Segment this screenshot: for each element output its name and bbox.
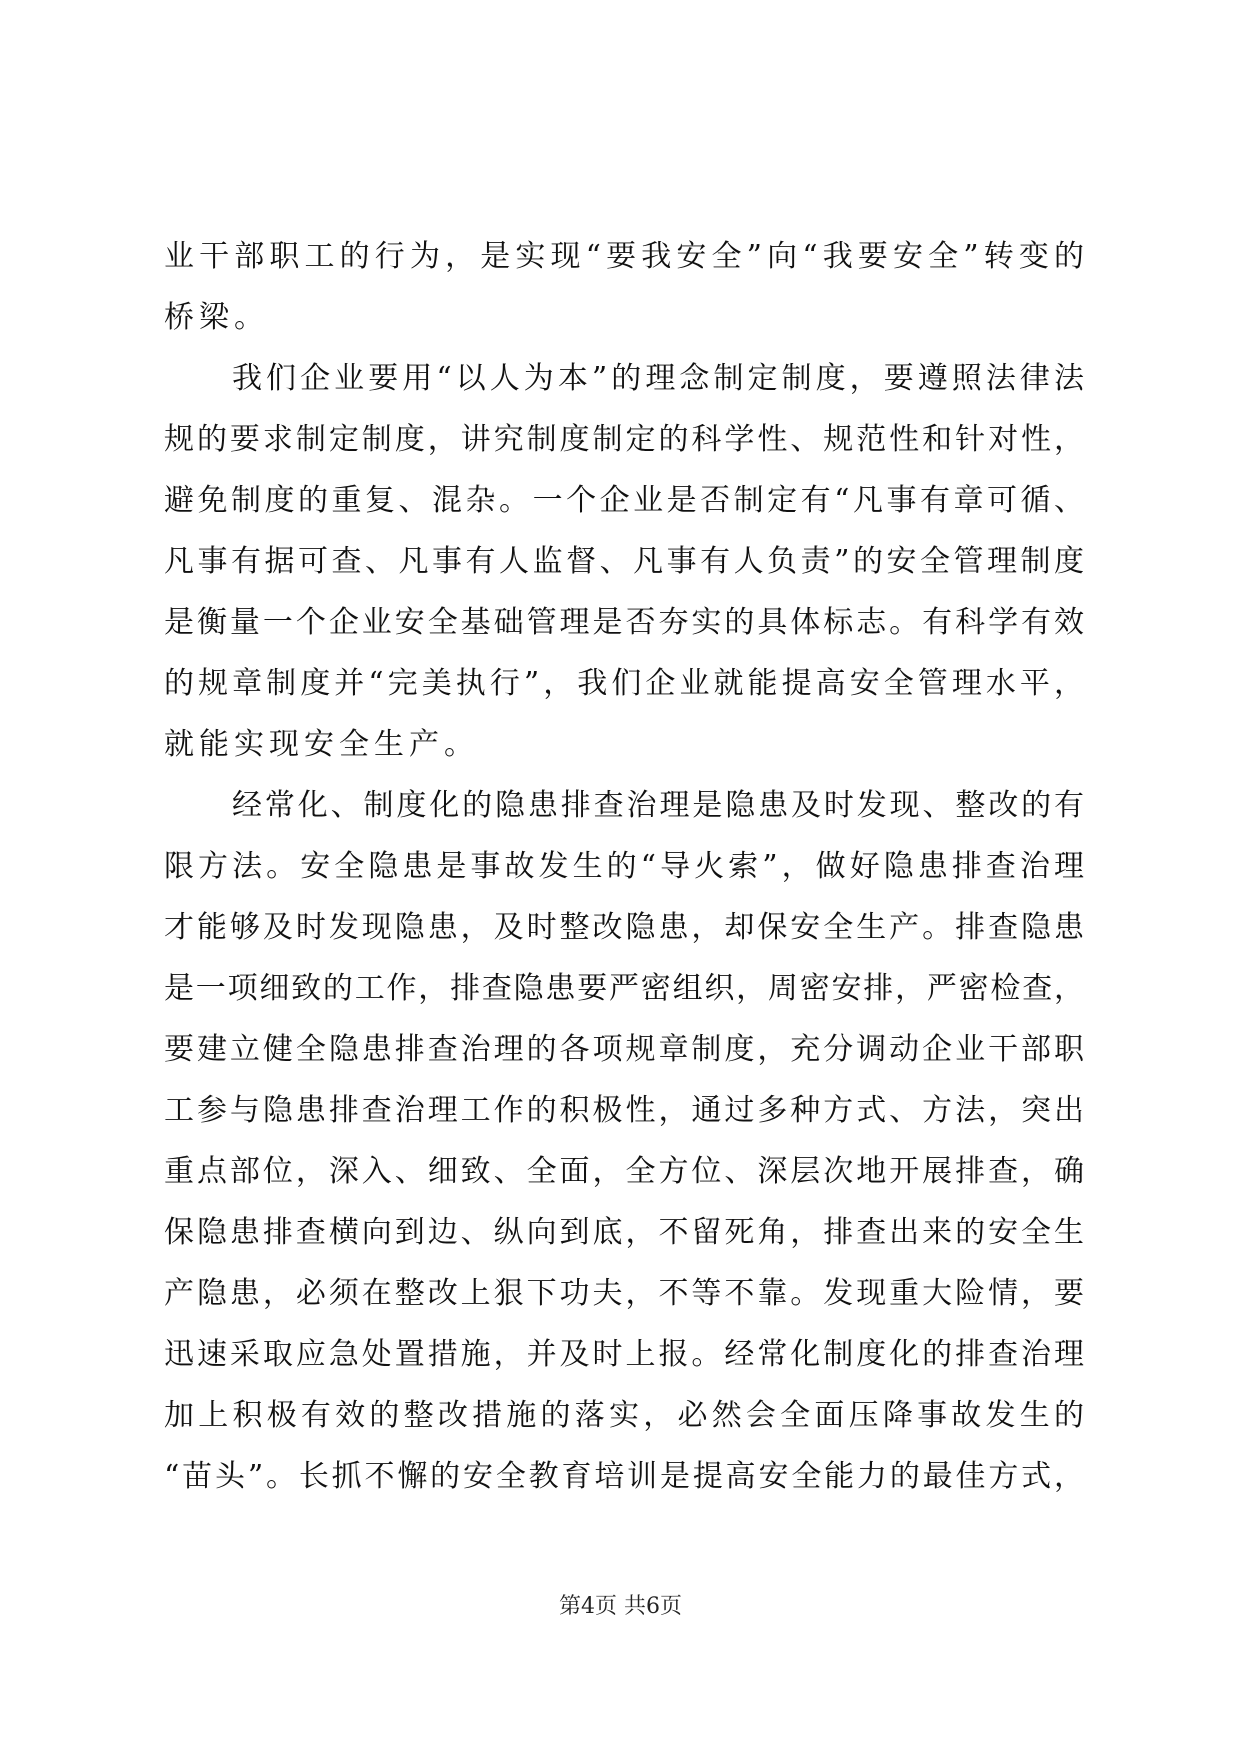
text-line: 业干部职工的行为，是实现“要我安全”向“我要安全”转变的: [164, 239, 1084, 274]
text-line: 保隐患排查横向到边、纵向到底，不留死角，排查出来的安全生: [164, 1215, 1084, 1250]
text-line: 凡事有据可查、凡事有人监督、凡事有人负责”的安全管理制度: [164, 544, 1084, 579]
text-line: 迅速采取应急处置措施，并及时上报。经常化制度化的排查治理: [164, 1337, 1084, 1372]
page-number-footer: 第4页 共6页: [559, 1594, 682, 1619]
text-line: 重点部位，深入、细致、全面，全方位、深层次地开展排查，确: [164, 1154, 1084, 1189]
text-line: 避免制度的重复、混杂。一个企业是否制定有“凡事有章可循、: [164, 483, 1084, 518]
text-line: 就能实现安全生产。: [164, 727, 479, 762]
text-line: 限方法。安全隐患是事故发生的“导火索”，做好隐患排查治理: [164, 849, 1084, 884]
text-line: 产隐患，必须在整改上狠下功夫，不等不靠。发现重大险情，要: [164, 1276, 1084, 1311]
text-line: 桥梁。: [164, 300, 269, 335]
text-line: 加上积极有效的整改措施的落实，必然会全面压降事故发生的: [164, 1398, 1084, 1433]
text-line: 要建立健全隐患排查治理的各项规章制度，充分调动企业干部职: [164, 1032, 1084, 1067]
paragraph-first-line: 我们企业要用“以人为本”的理念制定制度，要遵照法律法: [232, 361, 1084, 396]
text-line: 是衡量一个企业安全基础管理是否夯实的具体标志。有科学有效: [164, 605, 1084, 640]
text-line: 是一项细致的工作，排查隐患要严密组织，周密安排，严密检查，: [164, 971, 1084, 1006]
paragraph-first-line: 经常化、制度化的隐患排查治理是隐患及时发现、整改的有: [232, 788, 1084, 823]
text-line: 工参与隐患排查治理工作的积极性，通过多种方式、方法，突出: [164, 1093, 1084, 1128]
text-line: 规的要求制定制度，讲究制度制定的科学性、规范性和针对性，: [164, 422, 1084, 457]
body-text: [164, 226, 1084, 1507]
text-line: 才能够及时发现隐患，及时整改隐患，却保安全生产。排查隐患: [164, 910, 1084, 945]
text-line: 的规章制度并“完美执行”，我们企业就能提高安全管理水平，: [164, 666, 1084, 701]
text-line: “苗头”。长抓不懈的安全教育培训是提高安全能力的最佳方式，: [164, 1459, 1084, 1494]
